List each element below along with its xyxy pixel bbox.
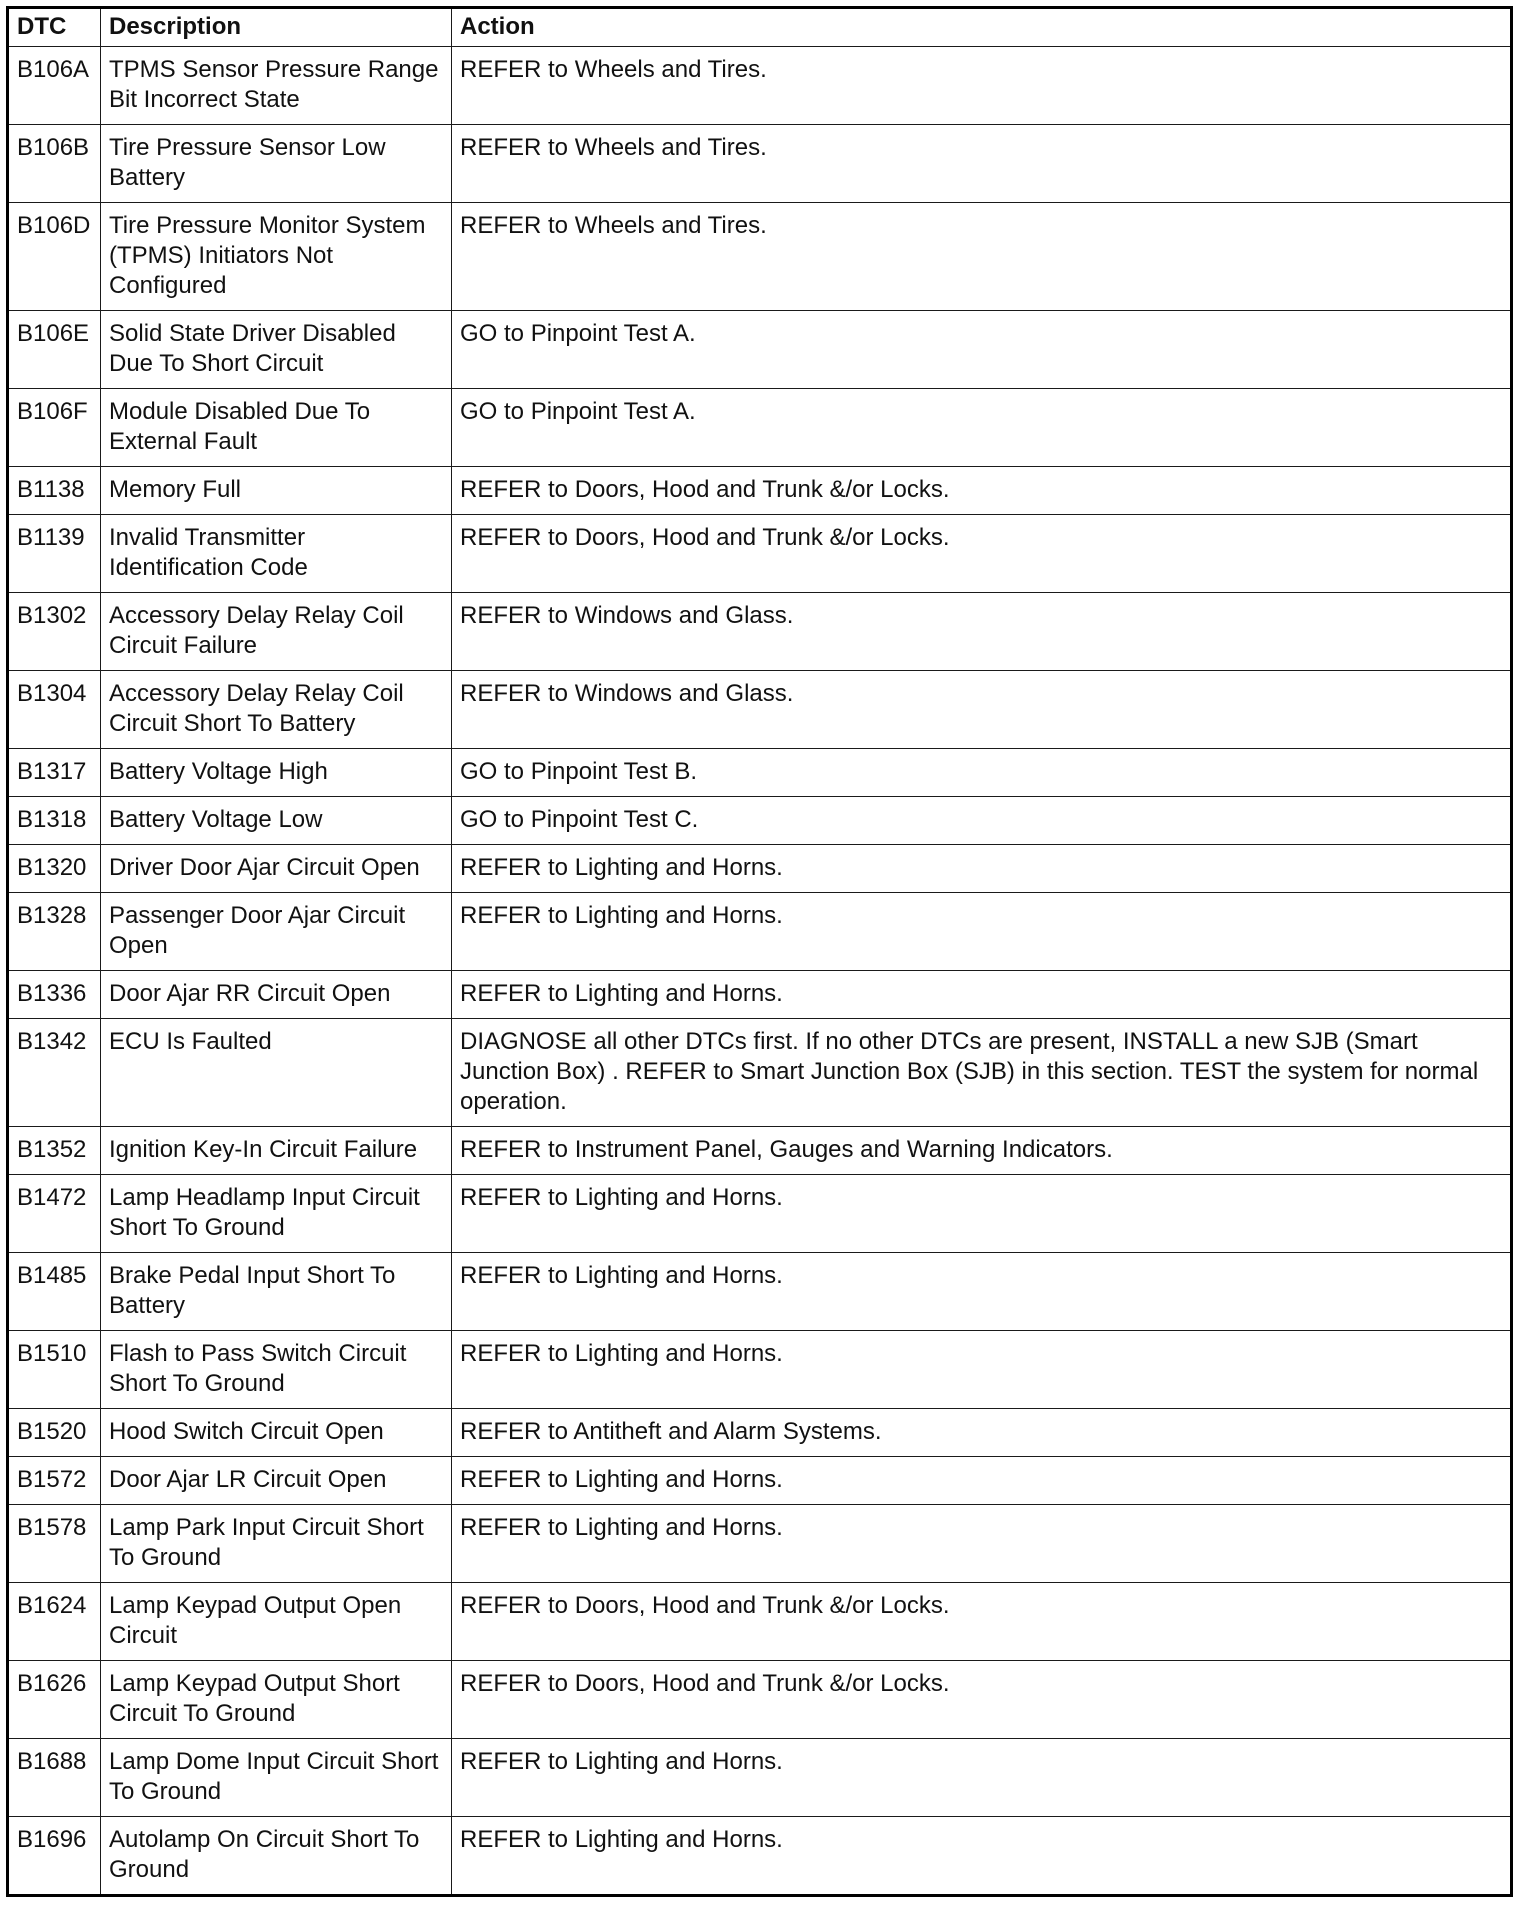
dtc-action: REFER to Lighting and Horns. — [452, 1739, 1512, 1817]
dtc-action: REFER to Instrument Panel, Gauges and Warning Indicators. — [452, 1127, 1512, 1175]
dtc-action: REFER to Wheels and Tires. — [452, 47, 1512, 125]
dtc-description: Tire Pressure Sensor Low Battery — [101, 125, 452, 203]
table-row — [8, 1457, 1512, 1505]
dtc-action: REFER to Lighting and Horns. — [452, 893, 1512, 971]
dtc-action: REFER to Lighting and Horns. — [452, 845, 1512, 893]
table-row — [8, 515, 1512, 593]
dtc-code: B106F — [8, 389, 101, 467]
dtc-code: B1317 — [8, 749, 101, 797]
dtc-action: GO to Pinpoint Test A. — [452, 389, 1512, 467]
dtc-code: B1510 — [8, 1331, 101, 1409]
dtc-description: Memory Full — [101, 467, 452, 515]
table-row — [8, 845, 1512, 893]
dtc-description: Accessory Delay Relay Coil Circuit Short To Battery — [101, 671, 452, 749]
table-row — [8, 1253, 1512, 1331]
dtc-action: REFER to Lighting and Horns. — [452, 1817, 1512, 1896]
dtc-code: B1696 — [8, 1817, 101, 1896]
dtc-action: GO to Pinpoint Test C. — [452, 797, 1512, 845]
table-row — [8, 47, 1512, 125]
dtc-code: B1328 — [8, 893, 101, 971]
dtc-description: Lamp Park Input Circuit Short To Ground — [101, 1505, 452, 1583]
dtc-code: B1472 — [8, 1175, 101, 1253]
dtc-code: B1578 — [8, 1505, 101, 1583]
table-row — [8, 593, 1512, 671]
dtc-action: REFER to Lighting and Horns. — [452, 1457, 1512, 1505]
table-row — [8, 1409, 1512, 1457]
dtc-code: B1318 — [8, 797, 101, 845]
dtc-description: Solid State Driver Disabled Due To Short Circuit — [101, 311, 452, 389]
table-row — [8, 125, 1512, 203]
dtc-description: Lamp Headlamp Input Circuit Short To Ground — [101, 1175, 452, 1253]
table-row — [8, 1505, 1512, 1583]
dtc-description: Hood Switch Circuit Open — [101, 1409, 452, 1457]
dtc-action: REFER to Wheels and Tires. — [452, 125, 1512, 203]
table-row — [8, 893, 1512, 971]
dtc-description: TPMS Sensor Pressure Range Bit Incorrect State — [101, 47, 452, 125]
dtc-code: B1520 — [8, 1409, 101, 1457]
table-row — [8, 1019, 1512, 1127]
dtc-action: DIAGNOSE all other DTCs first. If no other DTCs are present, INSTALL a new SJB (Smart Junction Box) . REFER to Smart Junction Box (SJB) in this section. TEST the system for normal operation. — [452, 1019, 1512, 1127]
table-row — [8, 1739, 1512, 1817]
dtc-description: Door Ajar RR Circuit Open — [101, 971, 452, 1019]
table-row — [8, 1331, 1512, 1409]
table-row — [8, 1583, 1512, 1661]
dtc-code: B1572 — [8, 1457, 101, 1505]
dtc-code: B1352 — [8, 1127, 101, 1175]
header-action: Action — [452, 8, 1512, 47]
table-row — [8, 1127, 1512, 1175]
dtc-table — [6, 6, 1513, 1897]
dtc-code: B106A — [8, 47, 101, 125]
dtc-description: Battery Voltage Low — [101, 797, 452, 845]
dtc-description: Module Disabled Due To External Fault — [101, 389, 452, 467]
dtc-code: B1320 — [8, 845, 101, 893]
dtc-code: B1688 — [8, 1739, 101, 1817]
dtc-action: REFER to Lighting and Horns. — [452, 1175, 1512, 1253]
dtc-description: Flash to Pass Switch Circuit Short To Ground — [101, 1331, 452, 1409]
table-row — [8, 389, 1512, 467]
table-row — [8, 749, 1512, 797]
dtc-code: B106D — [8, 203, 101, 311]
table-body — [8, 47, 1512, 1896]
dtc-description: Door Ajar LR Circuit Open — [101, 1457, 452, 1505]
table-row — [8, 1175, 1512, 1253]
table-header — [8, 8, 1512, 47]
dtc-description: Ignition Key-In Circuit Failure — [101, 1127, 452, 1175]
dtc-code: B1624 — [8, 1583, 101, 1661]
header-description: Description — [101, 8, 452, 47]
dtc-action: REFER to Lighting and Horns. — [452, 1505, 1512, 1583]
dtc-action: REFER to Doors, Hood and Trunk &/or Locks. — [452, 1661, 1512, 1739]
header-dtc: DTC — [8, 8, 101, 47]
table-row — [8, 311, 1512, 389]
dtc-description: Brake Pedal Input Short To Battery — [101, 1253, 452, 1331]
dtc-description: Tire Pressure Monitor System (TPMS) Initiators Not Configured — [101, 203, 452, 311]
dtc-code: B1485 — [8, 1253, 101, 1331]
table-row — [8, 671, 1512, 749]
dtc-description: Accessory Delay Relay Coil Circuit Failure — [101, 593, 452, 671]
table-row — [8, 203, 1512, 311]
dtc-code: B1336 — [8, 971, 101, 1019]
dtc-action: REFER to Lighting and Horns. — [452, 971, 1512, 1019]
dtc-code: B106B — [8, 125, 101, 203]
table-row — [8, 971, 1512, 1019]
dtc-code: B1626 — [8, 1661, 101, 1739]
dtc-description: Autolamp On Circuit Short To Ground — [101, 1817, 452, 1896]
table-row — [8, 1661, 1512, 1739]
dtc-action: REFER to Doors, Hood and Trunk &/or Locks. — [452, 1583, 1512, 1661]
dtc-description: ECU Is Faulted — [101, 1019, 452, 1127]
dtc-code: B106E — [8, 311, 101, 389]
header-row — [8, 8, 1512, 47]
dtc-description: Driver Door Ajar Circuit Open — [101, 845, 452, 893]
dtc-code: B1138 — [8, 467, 101, 515]
dtc-description: Lamp Keypad Output Open Circuit — [101, 1583, 452, 1661]
dtc-description: Lamp Keypad Output Short Circuit To Ground — [101, 1661, 452, 1739]
dtc-action: GO to Pinpoint Test B. — [452, 749, 1512, 797]
dtc-description: Lamp Dome Input Circuit Short To Ground — [101, 1739, 452, 1817]
dtc-action: REFER to Windows and Glass. — [452, 593, 1512, 671]
dtc-action: REFER to Windows and Glass. — [452, 671, 1512, 749]
dtc-action: REFER to Antitheft and Alarm Systems. — [452, 1409, 1512, 1457]
dtc-action: REFER to Doors, Hood and Trunk &/or Locks. — [452, 467, 1512, 515]
dtc-action: REFER to Lighting and Horns. — [452, 1331, 1512, 1409]
table-row — [8, 467, 1512, 515]
dtc-action: REFER to Wheels and Tires. — [452, 203, 1512, 311]
dtc-action: REFER to Doors, Hood and Trunk &/or Locks. — [452, 515, 1512, 593]
table-row — [8, 1817, 1512, 1896]
dtc-action: REFER to Lighting and Horns. — [452, 1253, 1512, 1331]
dtc-code: B1342 — [8, 1019, 101, 1127]
dtc-code: B1139 — [8, 515, 101, 593]
dtc-action: GO to Pinpoint Test A. — [452, 311, 1512, 389]
table-row — [8, 797, 1512, 845]
dtc-code: B1304 — [8, 671, 101, 749]
dtc-description: Battery Voltage High — [101, 749, 452, 797]
dtc-description: Invalid Transmitter Identification Code — [101, 515, 452, 593]
dtc-description: Passenger Door Ajar Circuit Open — [101, 893, 452, 971]
dtc-code: B1302 — [8, 593, 101, 671]
